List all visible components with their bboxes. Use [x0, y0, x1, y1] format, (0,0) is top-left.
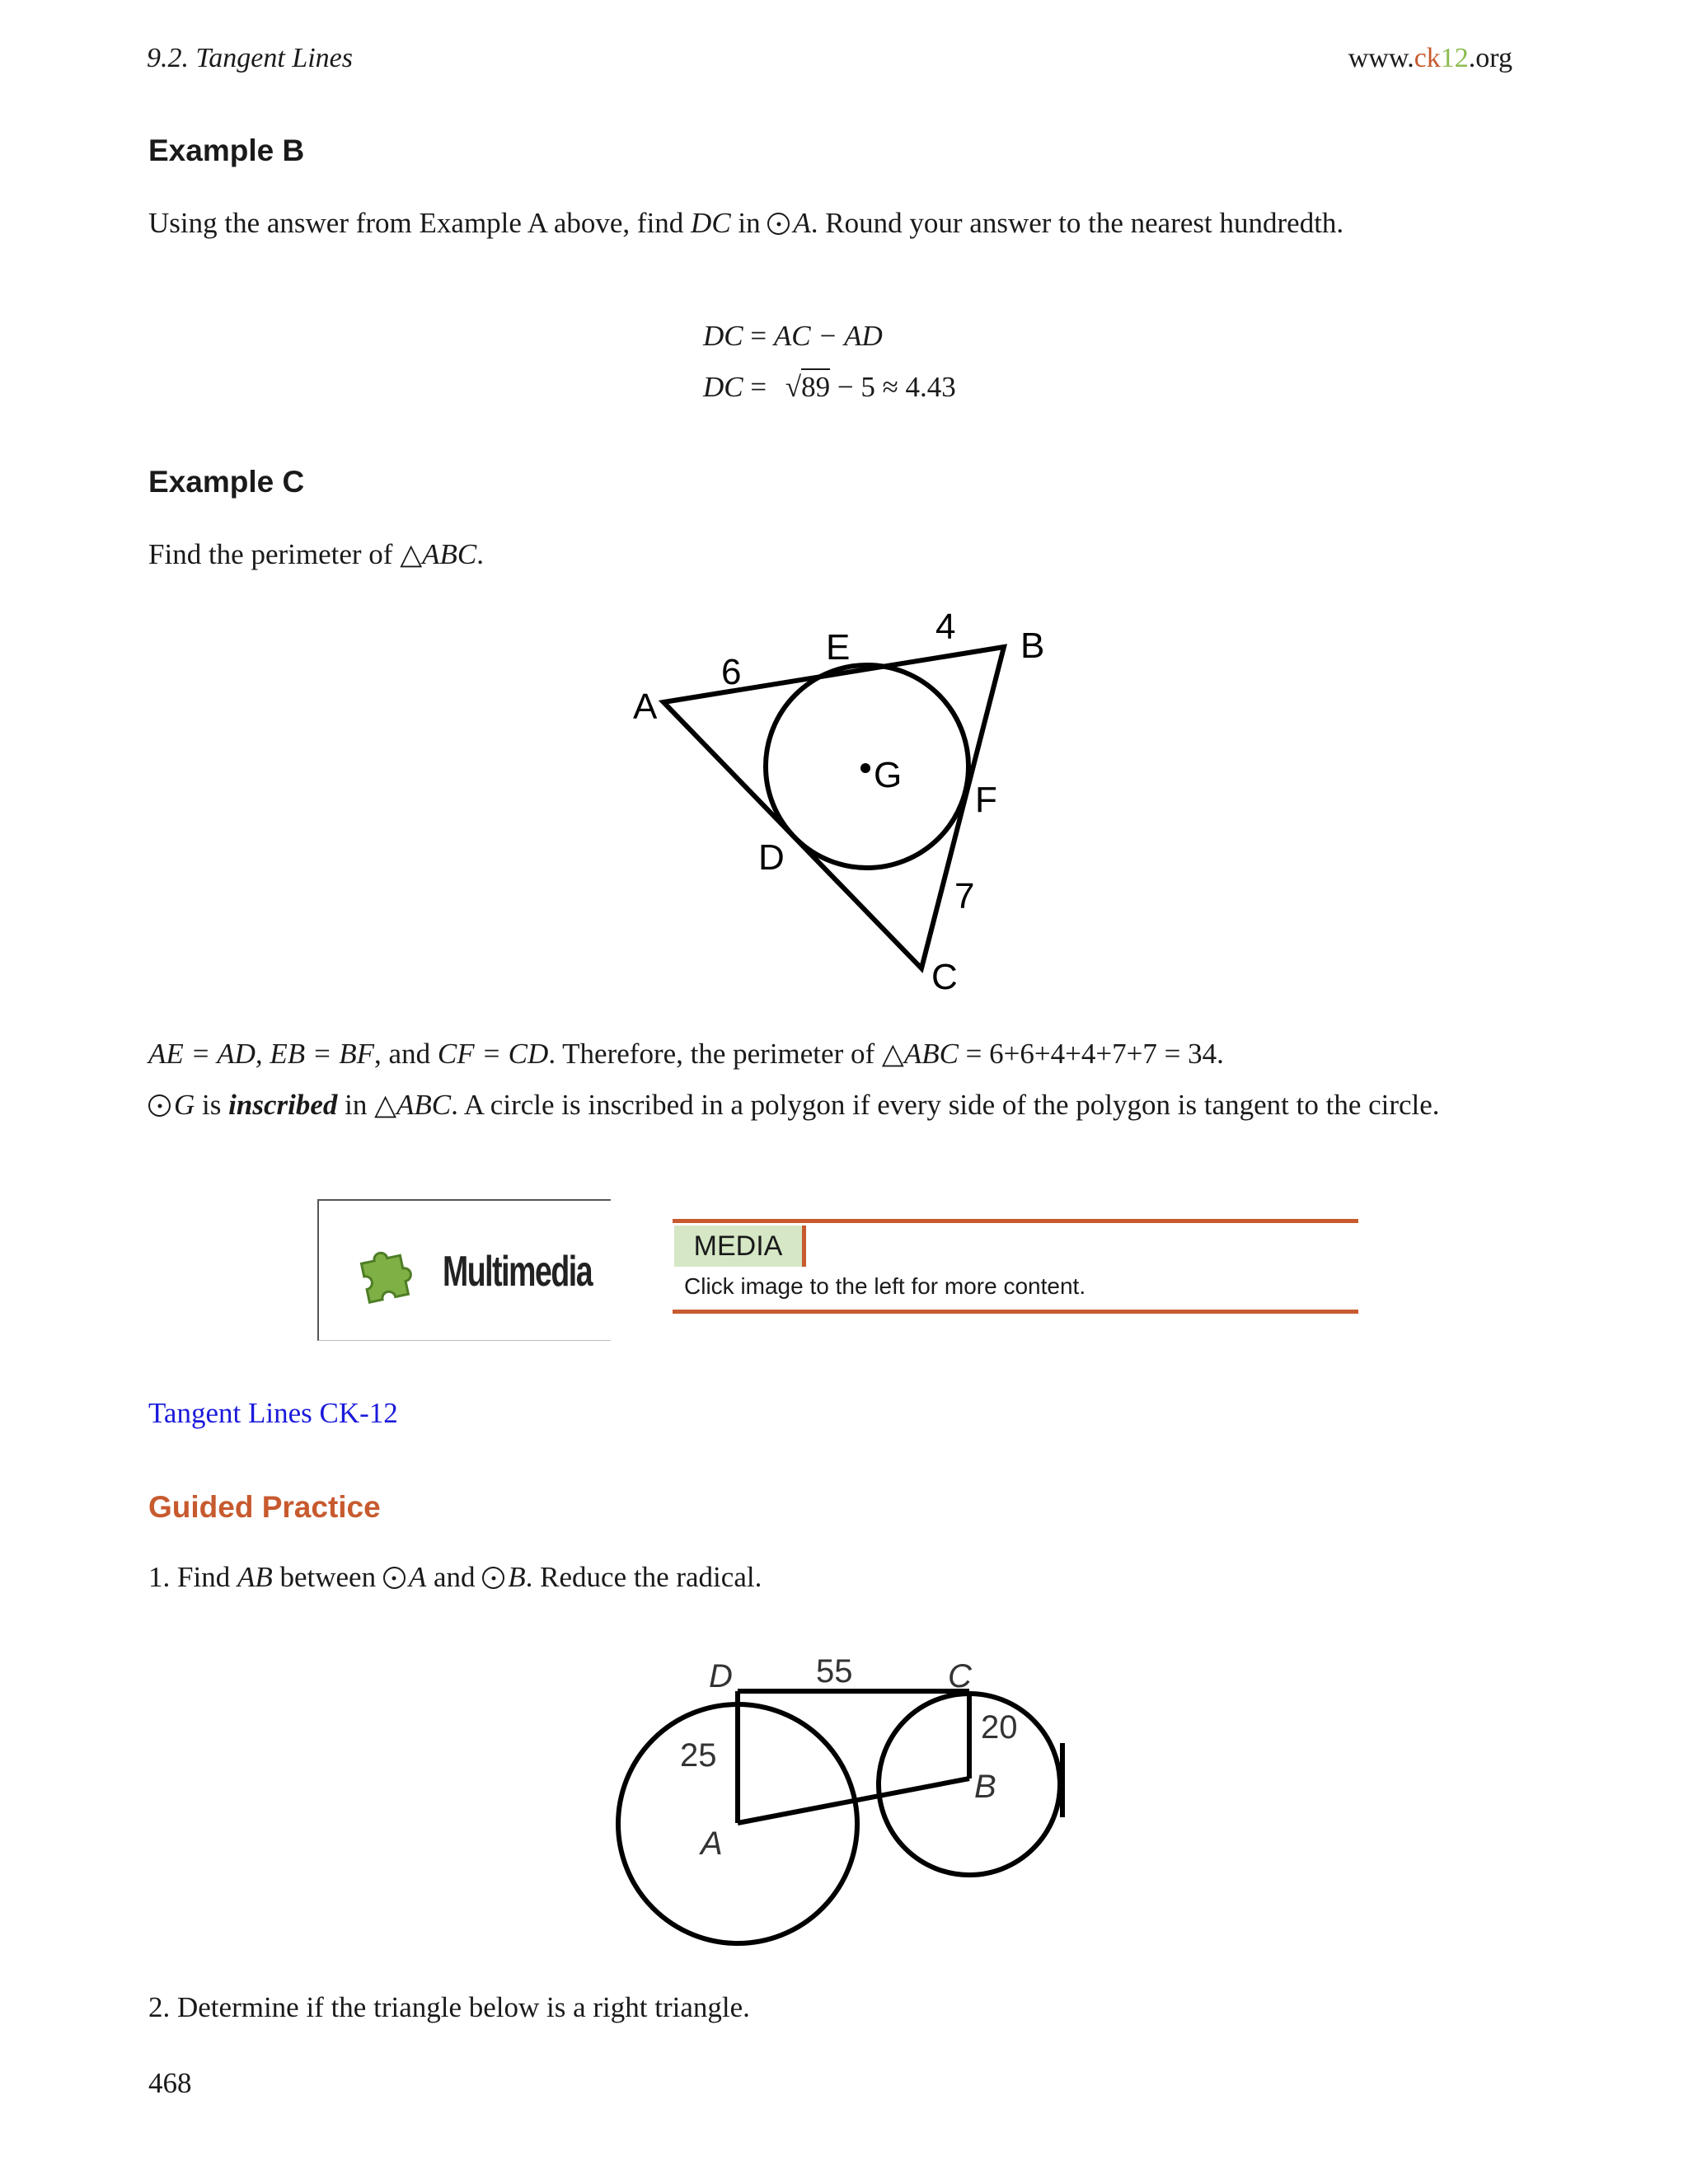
label-a: A: [633, 687, 658, 727]
sqrt-radicand: 89: [801, 368, 830, 403]
equation-line-2: DC = √89 − 5 ≈ 4.43: [703, 371, 956, 404]
site-prefix: www.: [1348, 43, 1414, 73]
circle-dot-icon: [767, 213, 790, 235]
multimedia-button-label: Multimedia: [443, 1248, 593, 1296]
site-suffix: .org: [1468, 43, 1512, 73]
label-d: D: [709, 1658, 733, 1694]
example-b-title: Example B: [148, 134, 305, 167]
label-dc-length: 55: [816, 1653, 853, 1690]
example-c-solution-2: G is inscribed in △ABC. A circle is inscribed in a polygon if every side of the polygon is tangent to the circle.: [148, 1088, 1440, 1122]
circle-dot-icon: [383, 1567, 406, 1589]
example-c-title: Example C: [148, 465, 305, 499]
media-label: MEDIA: [674, 1226, 806, 1267]
running-head-section: 9.2. Tangent Lines: [147, 43, 354, 73]
segment-ab: [738, 1779, 969, 1823]
tangent-lines-link[interactable]: Tangent Lines CK-12: [148, 1397, 398, 1429]
label-b: B: [1020, 626, 1045, 666]
media-caption: Click image to the left for more content.: [684, 1273, 1086, 1299]
label-e: E: [826, 627, 851, 668]
multimedia-button[interactable]: [317, 1199, 611, 1341]
circle-dot-icon: [482, 1567, 504, 1589]
crop-mask: [1063, 1677, 1088, 1908]
guided-question-2: 2. Determine if the triangle below is a right triangle.: [148, 1991, 750, 2023]
label-g: G: [874, 755, 903, 795]
example-c-solution-1: AE = AD, EB = BF, and CF = CD. Therefore, the perimeter of △ABC = 6+6+4+4+7+7 = 34.: [148, 1038, 1224, 1070]
label-ae-length: 6: [721, 652, 742, 692]
label-a: A: [701, 1825, 723, 1862]
label-b: B: [974, 1769, 996, 1805]
circle-dot-icon: [148, 1094, 171, 1117]
guided-question-1: 1. Find AB between A and B. Reduce the radical.: [148, 1561, 762, 1593]
page-number: 468: [148, 2067, 192, 2099]
label-f: F: [975, 780, 997, 820]
label-da-length: 25: [680, 1737, 717, 1774]
center-point-g: [860, 763, 870, 773]
label-cb-length: 20: [981, 1709, 1018, 1746]
two-circles-tangent-figure: [593, 1628, 1088, 1966]
label-d: D: [758, 837, 785, 878]
example-c-problem: Find the perimeter of △ABC.: [148, 538, 484, 570]
label-c: C: [931, 957, 958, 997]
site-12: 12: [1440, 43, 1469, 73]
label-c: C: [948, 1658, 972, 1694]
running-head-site: [1348, 43, 1512, 74]
equation-line-1: DC = AC − AD: [703, 320, 883, 352]
label-fc-length: 7: [954, 876, 975, 916]
triangle-inscribed-circle-figure: [610, 602, 1071, 1005]
triangle-abc: [663, 647, 1004, 968]
example-b-problem: Using the answer from Example A above, find DC in A. Round your answer to the nearest hundredth.: [148, 207, 1344, 239]
puzzle-piece-icon: [356, 1244, 419, 1306]
site-ck: ck: [1414, 43, 1441, 73]
label-eb-length: 4: [935, 607, 956, 647]
guided-practice-title: Guided Practice: [148, 1490, 381, 1524]
